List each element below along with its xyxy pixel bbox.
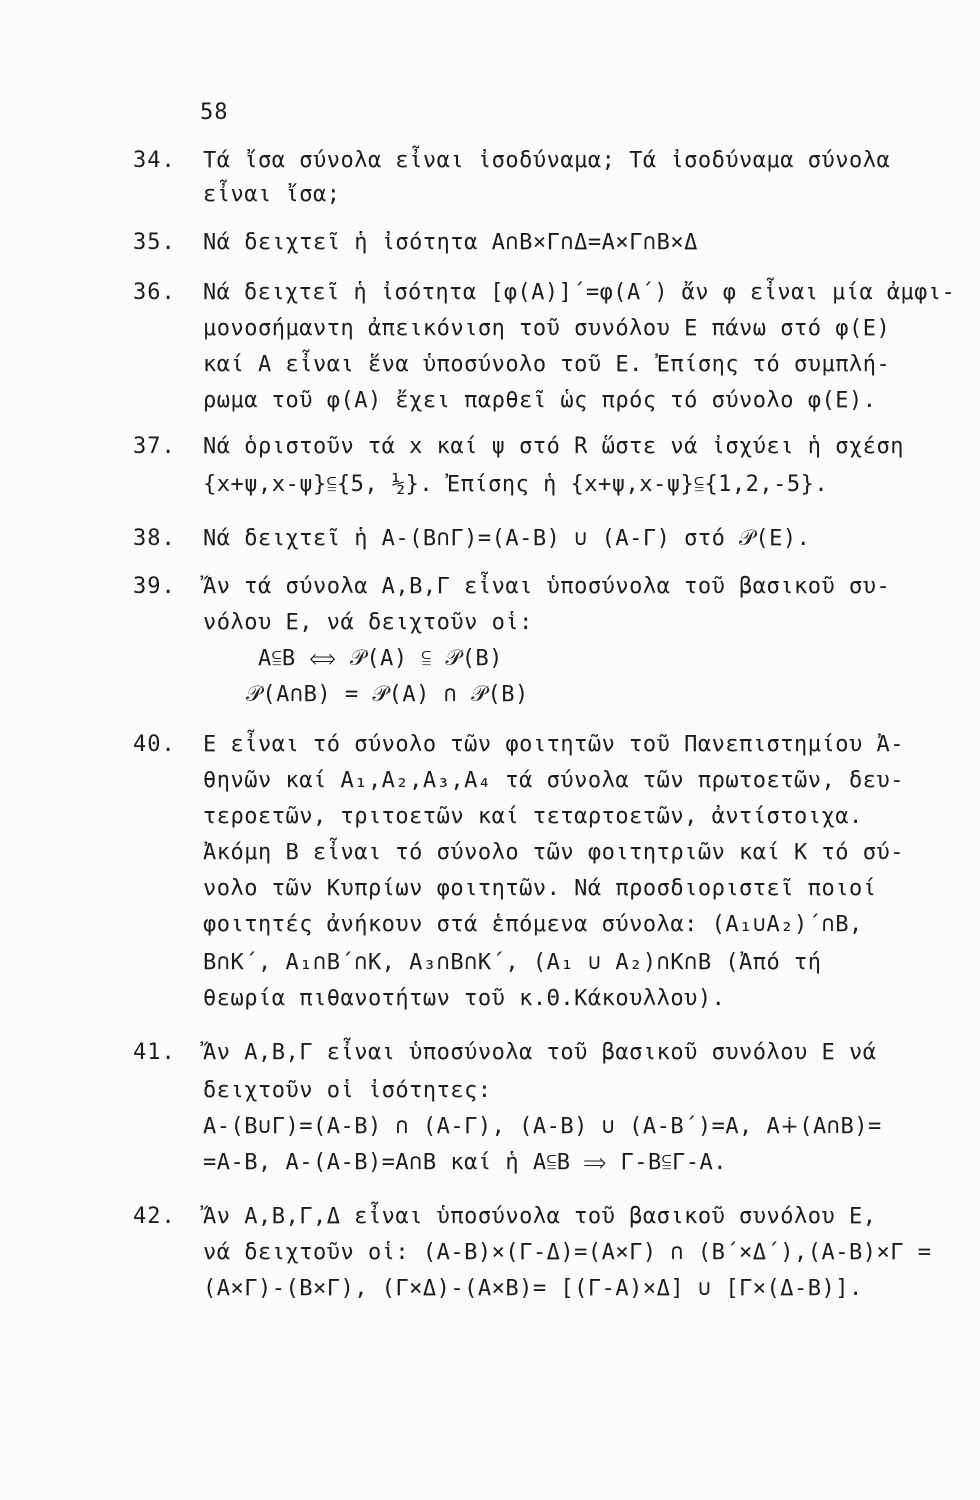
problem-text-line: νά δειχτοῦν οἱ: (Α-Β)×(Γ-Δ)=(Α×Γ) ∩ (Β΄×Δ΄),(Α-Β)×Γ = <box>203 1240 932 1265</box>
problem-number: 39. <box>133 574 176 599</box>
problem-formula-line: Α⫅Β ⟺ 𝒫(Α) ⫅ 𝒫(Β) <box>258 646 503 671</box>
problem-text-line: Νά δειχτεῖ ἡ Α-(Β∩Γ)=(Α-Β) ∪ (Α-Γ) στό 𝒫(Ε). <box>203 526 811 551</box>
problem-text-line: Νά ὁριστοῦν τά x καί ψ στό R ὥστε νά ἰσχύει ἡ σχέση <box>203 434 905 459</box>
problem-text-line: δειχτοῦν οἱ ἰσότητες: <box>203 1078 492 1103</box>
problem-text-line: ρωμα τοῦ φ(Α) ἔχει παρθεῖ ὡς πρός τό σύνολο φ(Ε). <box>203 388 877 413</box>
problem-text-line: Ε εἶναι τό σύνολο τῶν φοιτητῶν τοῦ Πανεπιστημίου Ἀ- <box>203 732 905 757</box>
problem-text-line: τεροετῶν, τριτοετῶν καί τεταρτοετῶν, ἀντίστοιχα. <box>203 804 863 829</box>
problem-text-line: (Α×Γ)-(Β×Γ), (Γ×Δ)-(Α×Β)= [(Γ-Α)×Δ] ∪ [Γ×(Δ-Β)]. <box>203 1276 863 1301</box>
problem-number: 41. <box>133 1040 176 1065</box>
problem-text-line: εἶναι ἴσα; <box>203 182 341 207</box>
problem-text-line: Τά ἴσα σύνολα εἶναι ἰσοδύναμα; Τά ἰσοδύναμα σύνολα <box>203 148 891 173</box>
problem-text-line: καί Α εἶναι ἕνα ὑποσύνολο τοῦ Ε. Ἐπίσης τό συμπλή- <box>203 352 891 377</box>
problem-text-line: θεωρία πιθανοτήτων τοῦ κ.Θ.Κάκουλλου). <box>203 986 726 1011</box>
problem-text-line: Ἀκόμη Β εἶναι τό σύνολο τῶν φοιτητριῶν καί Κ τό σύ- <box>203 840 905 865</box>
problem-text-line: θηνῶν καί Α₁,Α₂,Α₃,Α₄ τά σύνολα τῶν πρωτοετῶν, δευ- <box>203 768 905 793</box>
problem-formula-line: 𝒫(Α∩Β) = 𝒫(Α) ∩ 𝒫(Β) <box>246 682 529 707</box>
problem-number: 42. <box>133 1204 176 1229</box>
problem-text-line: =Α-Β, Α-(Α-Β)=Α∩Β καί ἡ Α⫅Β ⟹ Γ-Β⫅Γ-Α. <box>203 1150 727 1175</box>
problem-text-line: Β∩Κ΄, Α₁∩Β΄∩Κ, Α₃∩Β∩Κ΄, (Α₁ ∪ Α₂)∩Κ∩Β (Ἀπό τή <box>203 950 822 975</box>
problem-text-line: Ἄν Α,Β,Γ εἶναι ὑποσύνολα τοῦ βασικοῦ συνόλου Ε νά <box>203 1040 877 1065</box>
problem-text-line: Νά δειχτεῖ ἡ ἰσότητα [φ(Α)]΄=φ(Α΄) ἄν φ εἶναι μία ἀμφι- <box>203 280 956 305</box>
problem-text-line: φοιτητές ἀνήκουν στά ἑπόμενα σύνολα: (Α₁∪Α₂)΄∩Β, <box>203 912 863 937</box>
problem-number: 36. <box>133 280 176 305</box>
problem-number: 38. <box>133 526 176 551</box>
problem-text-line: νολο τῶν Κυπρίων φοιτητῶν. Νά προσδιοριστεῖ ποιοί <box>203 876 877 901</box>
problem-number: 40. <box>133 732 176 757</box>
problem-text-line: μονοσήμαντη ἀπεικόνιση τοῦ συνόλου Ε πάνω στό φ(Ε) <box>203 316 891 341</box>
problem-text-line: Α-(Β∪Γ)=(Α-Β) ∩ (Α-Γ), (Α-Β) ∪ (Α-Β΄)=Α, Α∔(Α∩Β)= <box>203 1114 882 1139</box>
problem-text-line: Ἄν Α,Β,Γ,Δ εἶναι ὑποσύνολα τοῦ βασικοῦ συνόλου Ε, <box>203 1204 877 1229</box>
problem-text-line: Ἄν τά σύνολα Α,Β,Γ εἶναι ὑποσύνολα τοῦ βασικοῦ συ- <box>203 574 891 599</box>
page-number: 58 <box>200 100 229 125</box>
problem-number: 35. <box>133 230 176 255</box>
problem-text-line: νόλου Ε, νά δειχτοῦν οἱ: <box>203 610 533 635</box>
problem-text-line: Νά δειχτεῖ ἡ ἰσότητα Α∩Β×Γ∩Δ=Α×Γ∩Β×Δ <box>203 230 698 255</box>
problem-number: 37. <box>133 434 176 459</box>
problem-number: 34. <box>133 148 176 173</box>
problem-text-line: {x+ψ,x-ψ}⫅{5, ½}. Ἐπίσης ἡ {x+ψ,x-ψ}⫅{1,2,-5}. <box>203 472 829 497</box>
